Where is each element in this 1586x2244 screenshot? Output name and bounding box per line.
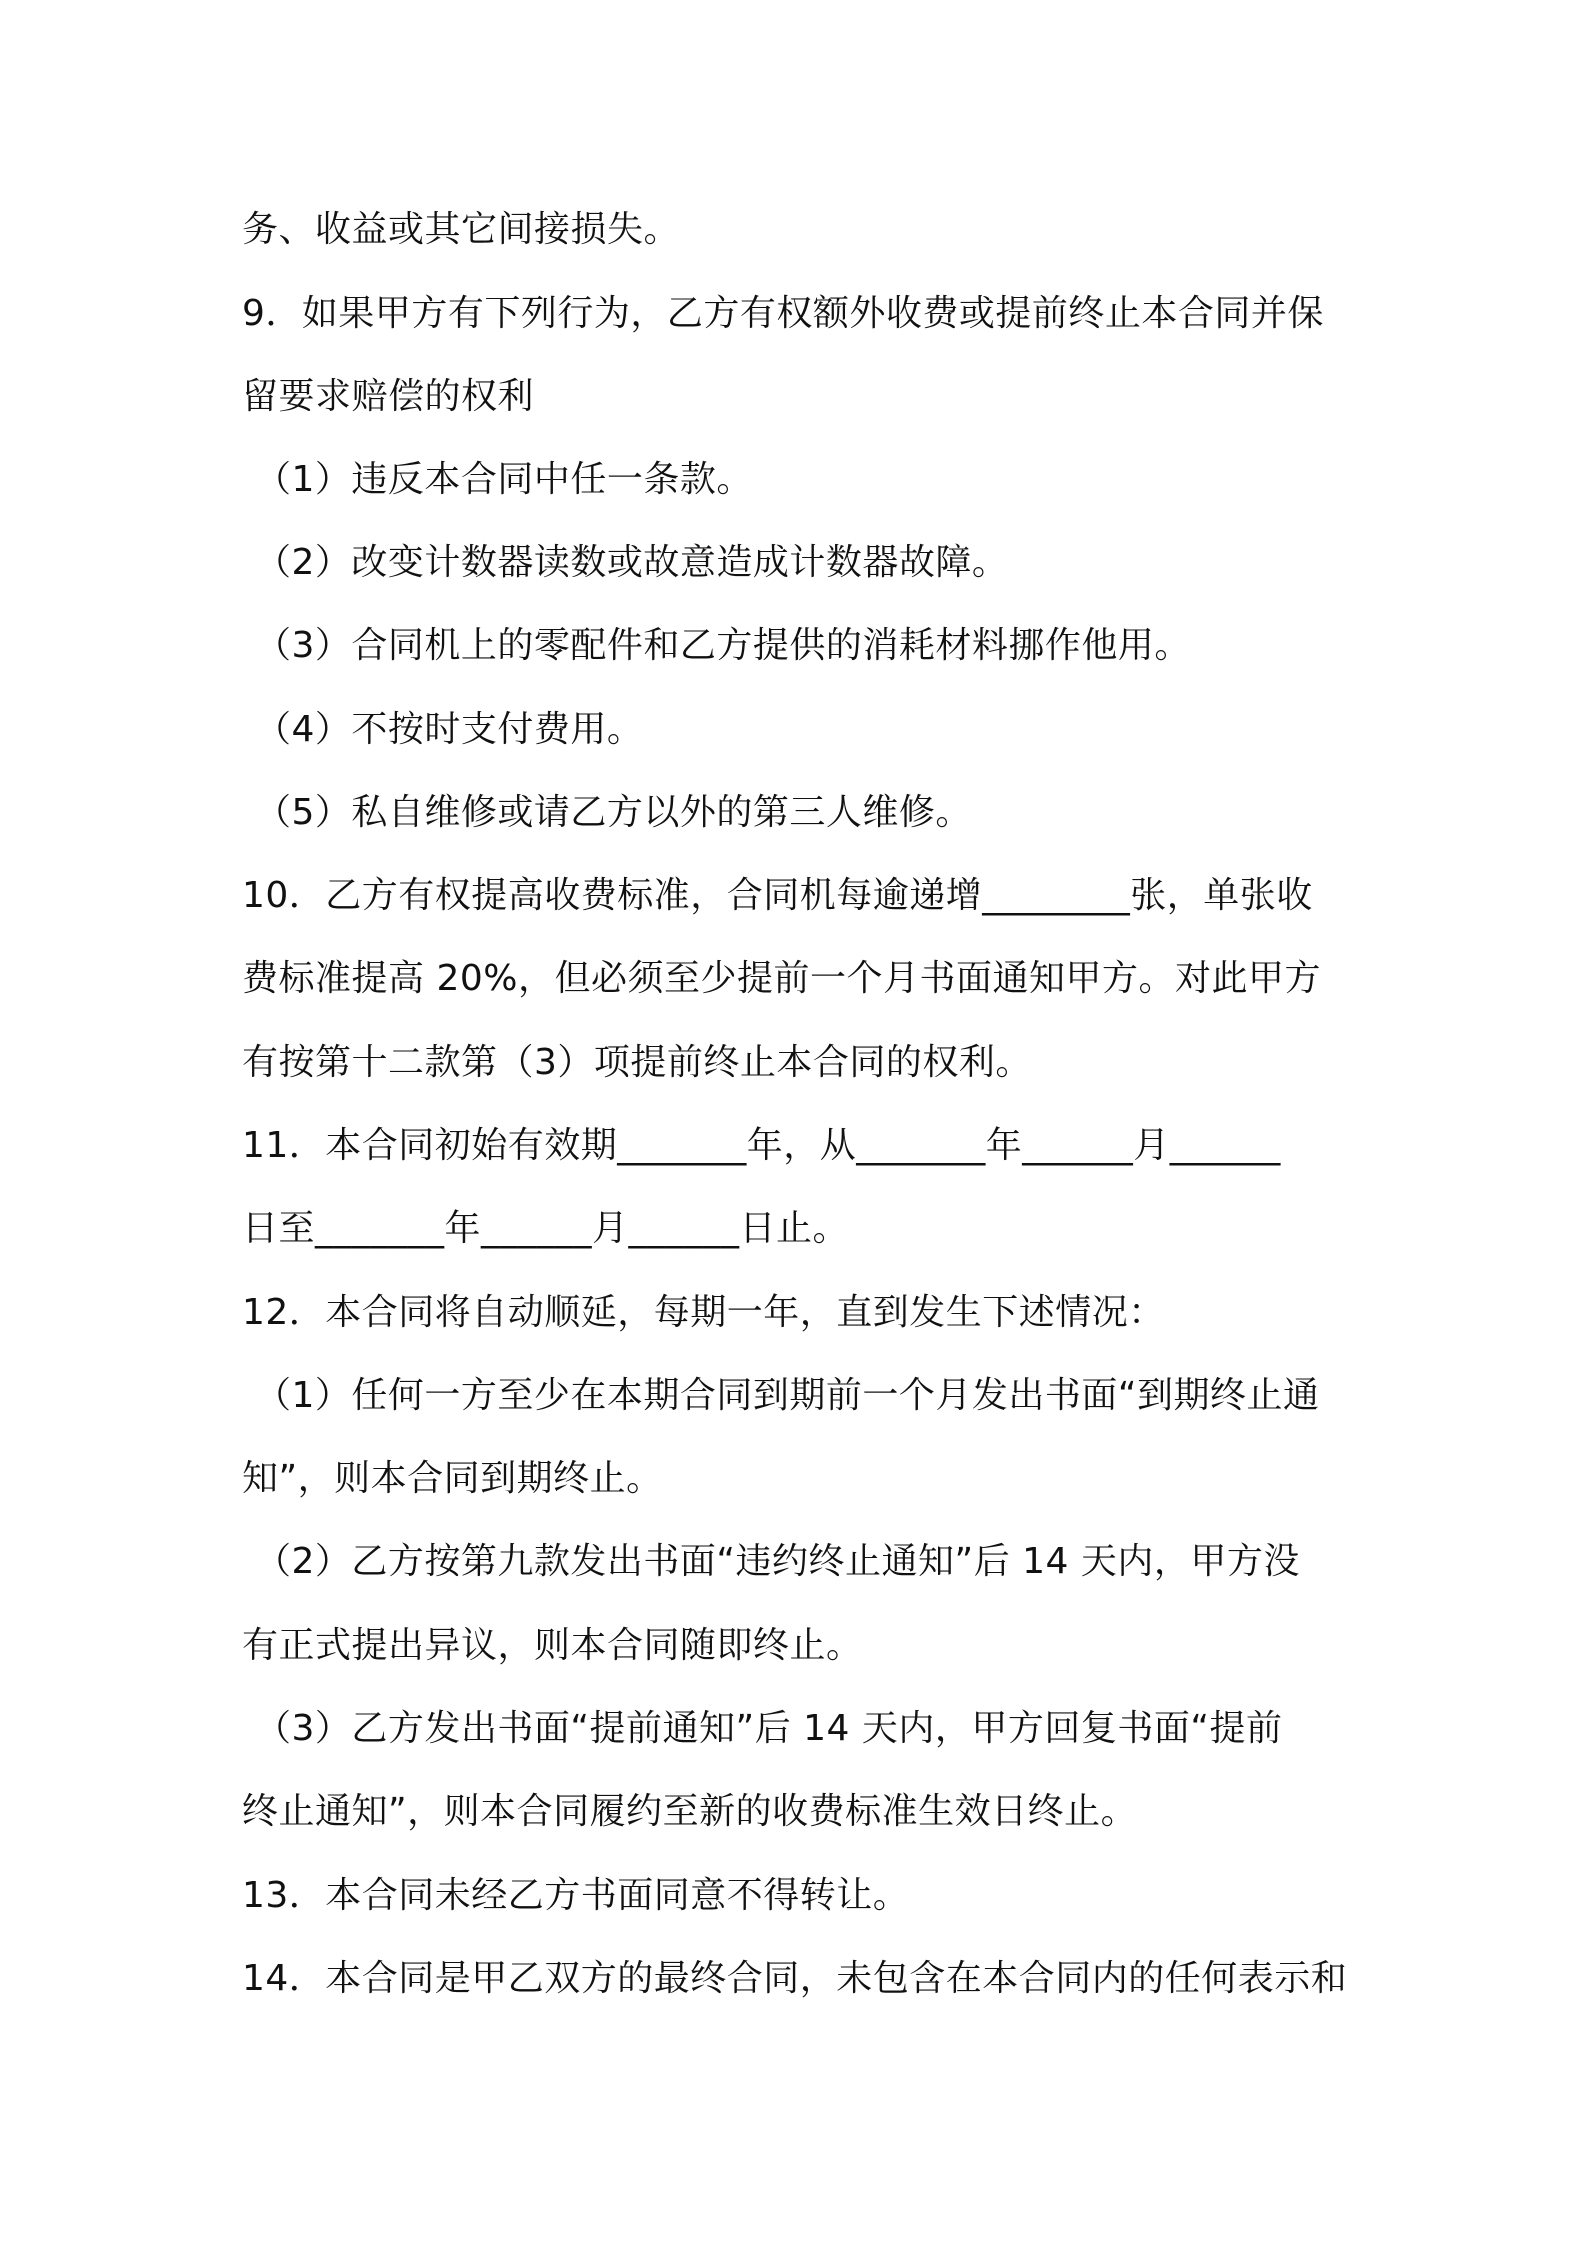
- clause-item: （3）乙方发出书面“提前通知”后 14 天内，甲方回复书面“提前: [255, 1708, 1283, 1749]
- clause-9-line: 9．如果甲方有下列行为，乙方有权额外收费或提前终止本合同并保: [242, 293, 1324, 334]
- clause-item: （2）改变计数器读数或故意造成计数器故障。: [255, 542, 1009, 583]
- clause-10-line: 10．乙方有权提高收费标准，合同机每逾递增________张，单张收: [242, 875, 1313, 916]
- clause-item: （1）任何一方至少在本期合同到期前一个月发出书面“到期终止通: [255, 1375, 1320, 1416]
- text-line: 留要求赔偿的权利: [242, 376, 535, 417]
- clause-12-line: 12．本合同将自动顺延，每期一年，直到发生下述情况：: [242, 1292, 1165, 1333]
- clause-item: （1）违反本合同中任一条款。: [255, 459, 753, 500]
- clause-14-line: 14．本合同是甲乙双方的最终合同，未包含在本合同内的任何表示和: [242, 1958, 1348, 1999]
- clause-item: （3）合同机上的零配件和乙方提供的消耗材料挪作他用。: [255, 625, 1191, 666]
- clause-13-line: 13．本合同未经乙方书面同意不得转让。: [242, 1875, 910, 1916]
- text-line: 费标准提高 20%，但必须至少提前一个月书面通知甲方。对此甲方: [242, 958, 1321, 999]
- clause-item: （4）不按时支付费用。: [255, 709, 644, 750]
- text-line: 日至_______年______月______日止。: [242, 1208, 850, 1249]
- text-line: 务、收益或其它间接损失。: [242, 209, 681, 250]
- clause-item: （5）私自维修或请乙方以外的第三人维修。: [255, 792, 972, 833]
- clause-item: （2）乙方按第九款发出书面“违约终止通知”后 14 天内，甲方没: [255, 1541, 1300, 1582]
- text-line: 终止通知”，则本合同履约至新的收费标准生效日终止。: [242, 1791, 1138, 1832]
- clause-11-line: 11．本合同初始有效期_______年，从_______年______月______: [242, 1125, 1281, 1166]
- text-line: 有正式提出异议，则本合同随即终止。: [242, 1625, 863, 1666]
- text-line: 知”，则本合同到期终止。: [242, 1458, 663, 1499]
- text-line: 有按第十二款第（3）项提前终止本合同的权利。: [242, 1042, 1032, 1083]
